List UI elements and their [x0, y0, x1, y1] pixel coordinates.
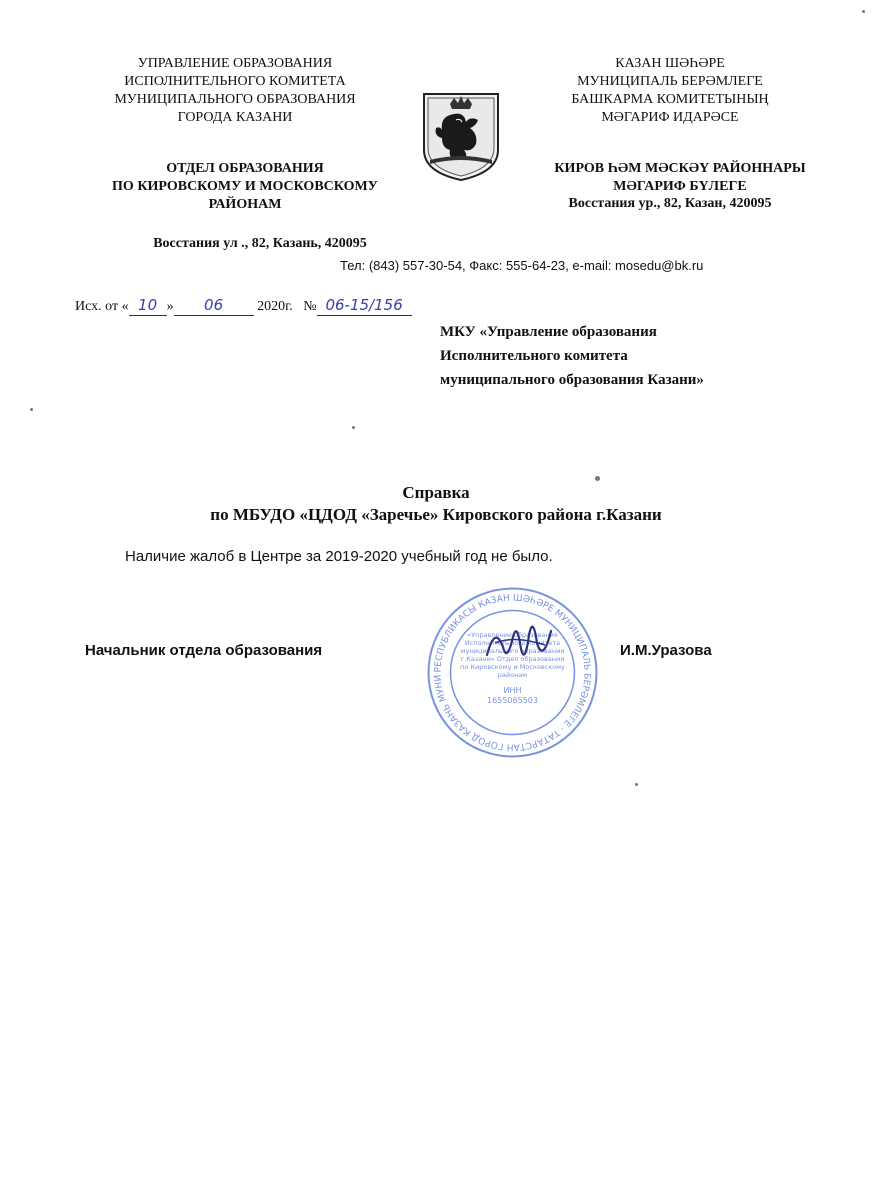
recipient-block: [440, 320, 800, 392]
recipient-line: муниципального образования Казани»: [440, 372, 704, 388]
recipient-line: Исполнительного комитета: [440, 348, 628, 364]
year-value: 2020г.: [257, 299, 293, 314]
official-seal-stamp: [425, 585, 600, 760]
svg-text:1655065503: 1655065503: [487, 696, 538, 705]
quote-close: »: [166, 299, 174, 314]
outgoing-prefix: Исх. от: [75, 299, 119, 314]
right-dept-line: МӘГАРИФ БҮЛЕГЕ: [613, 179, 747, 194]
left-dept-line: ОТДЕЛ ОБРАЗОВАНИЯ: [166, 161, 324, 176]
left-dept-line: РАЙОНАМ: [208, 197, 282, 212]
day-field: [129, 296, 167, 316]
scan-speck: [635, 783, 638, 786]
title-line-2: по МБУДО «ЦДОД «Заречье» Кировского района г.Казани: [210, 505, 662, 524]
left-org-line: МУНИЦИПАЛЬНОГО ОБРАЗОВАНИЯ: [114, 92, 356, 107]
svg-text:по Кировскому и Московскому: по Кировскому и Московскому: [460, 663, 565, 671]
recipient-line: МКУ «Управление образования: [440, 324, 657, 340]
svg-text:муниципального образования: муниципального образования: [460, 647, 565, 655]
scan-speck: [595, 476, 600, 481]
number-label: №: [303, 299, 317, 314]
quote-open: «: [121, 299, 129, 314]
svg-text:Исполнительного комитета: Исполнительного комитета: [464, 639, 561, 647]
scan-speck: [30, 408, 33, 411]
svg-text:«Управление образования: «Управление образования: [467, 631, 558, 639]
right-dept-block: [515, 160, 845, 196]
left-dept-block: [80, 160, 410, 214]
day-value: 10: [138, 296, 158, 314]
title-line-1: Справка: [402, 483, 470, 502]
svg-text:РЕСПУБЛИКАСЫ КАЗАН ШӘҺӘРЕ МУНИ: РЕСПУБЛИКАСЫ КАЗАН ШӘҺӘРЕ МУНИЦИПАЛЬ БЕРӘМЛЕГЕ · ТАТАРСТАН ГОРОД КАЗАНЬ МУНИ: [433, 593, 592, 752]
body-paragraph: Наличие жалоб в Центре за 2019-2020 учебный год не было.: [125, 548, 553, 565]
number-field: [317, 296, 412, 316]
left-org-line: ИСПОЛНИТЕЛЬНОГО КОМИТЕТА: [124, 74, 346, 89]
number-value: 06-15/156: [325, 296, 403, 314]
signatory-name: И.М.Уразова: [620, 642, 712, 659]
right-org-line: БАШКАРМА КОМИТЕТЫНЫҢ: [571, 92, 769, 107]
left-address: Восстания ул ., 82, Казань, 420095: [153, 236, 367, 251]
month-field: [174, 296, 254, 316]
right-org-line: КАЗАН ШӘҺӘРЕ: [615, 56, 725, 71]
scan-speck: [352, 426, 355, 429]
right-dept-line: КИРОВ ҺӘМ МӘСКӘҮ РАЙОННАРЫ: [554, 161, 806, 176]
left-org-block: [80, 55, 390, 127]
outgoing-number-line: [75, 296, 495, 316]
contacts-line: Тел: (843) 557-30-54, Факс: 555-64-23, e-mail: mosedu@bk.ru: [340, 258, 704, 273]
left-org-line: УПРАВЛЕНИЕ ОБРАЗОВАНИЯ: [137, 56, 333, 71]
right-address: Восстания ур., 82, Казан, 420095: [568, 196, 772, 211]
svg-text:г.Казани» Отдел образования: г.Казани» Отдел образования: [460, 655, 565, 663]
left-org-line: ГОРОДА КАЗАНИ: [177, 110, 293, 125]
signatory-position: Начальник отдела образования: [85, 642, 323, 659]
svg-text:районам: районам: [497, 671, 528, 679]
left-dept-line: ПО КИРОВСКОМУ И МОСКОВСКОМУ: [112, 179, 378, 194]
document-title: [120, 482, 752, 526]
month-value: 06: [204, 296, 224, 314]
scan-speck: [862, 10, 865, 13]
right-org-block: [520, 55, 820, 127]
kazan-crest-icon: [420, 90, 502, 182]
right-org-line: МӘГАРИФ ИДАРӘСЕ: [601, 110, 739, 125]
svg-text:ИНН: ИНН: [503, 686, 522, 695]
right-org-line: МУНИЦИПАЛЬ БЕРӘМЛЕГЕ: [577, 74, 763, 89]
